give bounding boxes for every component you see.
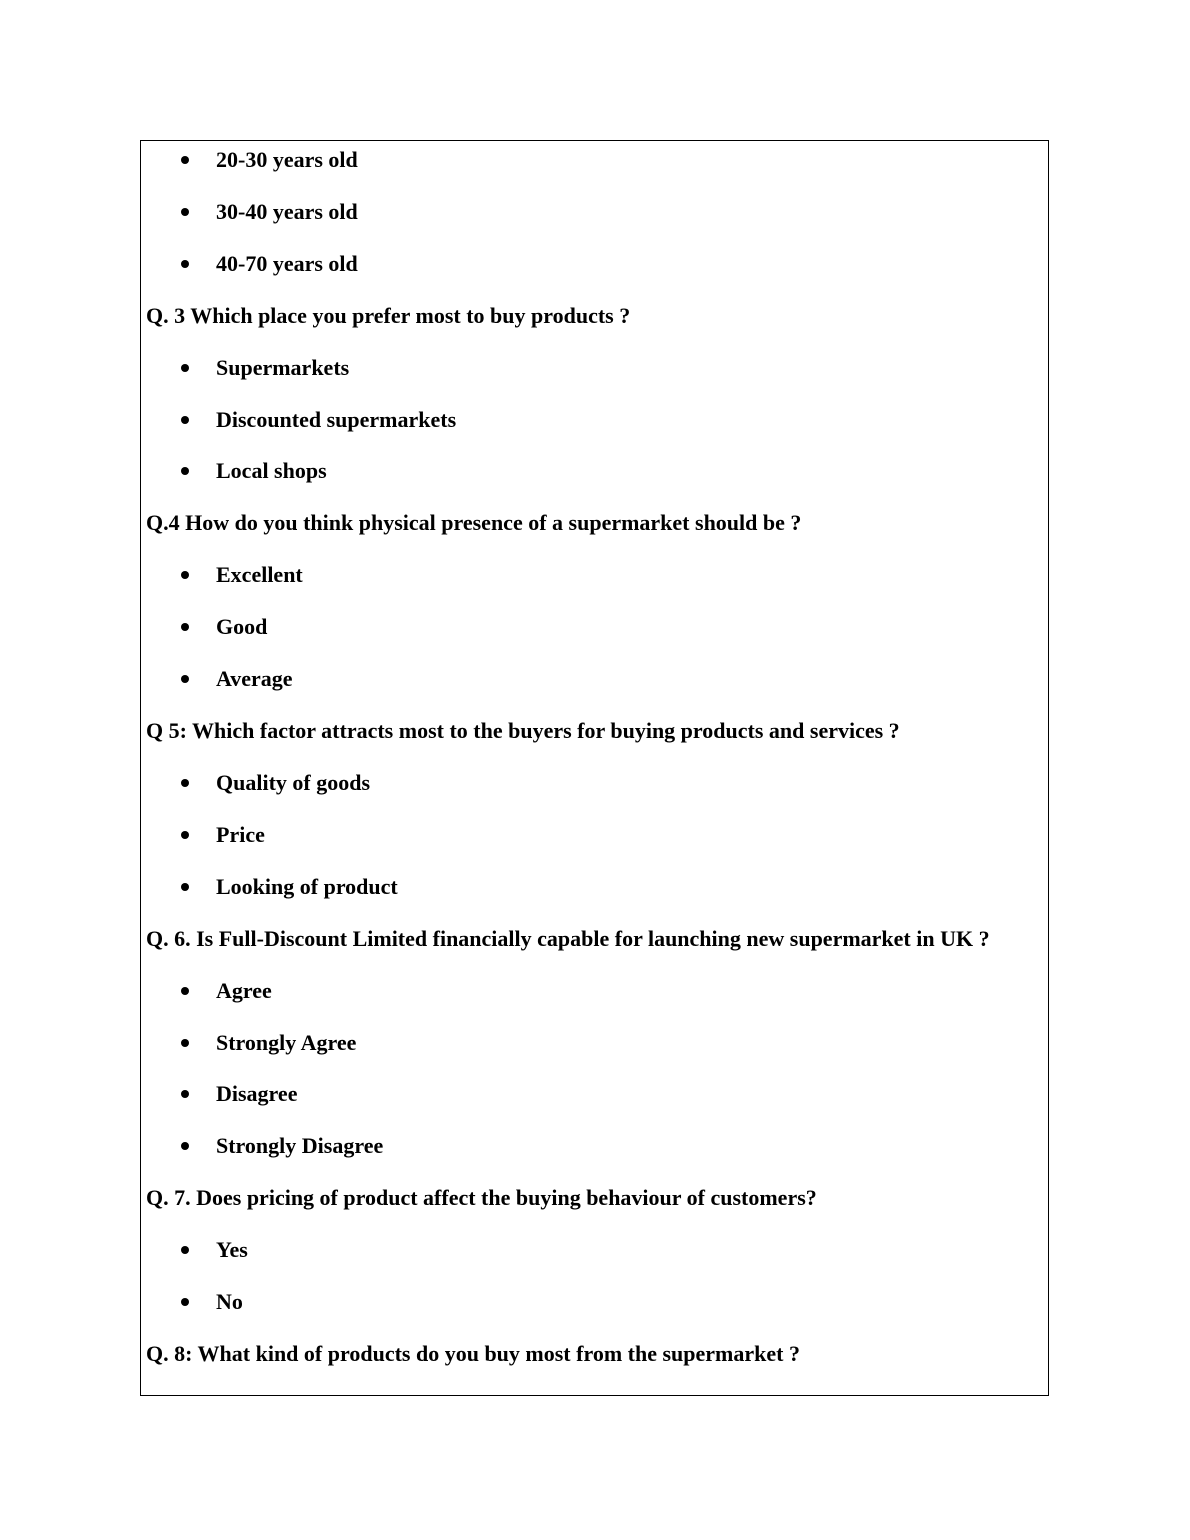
bullet-icon bbox=[181, 831, 189, 839]
bullet-icon bbox=[181, 1090, 189, 1098]
bullet-icon bbox=[181, 987, 189, 995]
option-item: Agree bbox=[216, 978, 272, 1003]
option-item: Disagree bbox=[216, 1081, 298, 1106]
option-item: Local shops bbox=[216, 458, 327, 483]
option-item: Excellent bbox=[216, 562, 303, 587]
bullet-icon bbox=[181, 779, 189, 787]
question-3: Q. 3 Which place you prefer most to buy products ? bbox=[146, 303, 631, 328]
bullet-icon bbox=[181, 1142, 189, 1150]
option-item: Price bbox=[216, 822, 265, 847]
option-item: Discounted supermarkets bbox=[216, 407, 457, 432]
bullet-icon bbox=[181, 467, 189, 475]
option-item: 30-40 years old bbox=[216, 199, 358, 224]
option-item: No bbox=[216, 1289, 243, 1314]
question-4: Q.4 How do you think physical presence of a supermarket should be ? bbox=[146, 510, 802, 535]
bullet-icon bbox=[181, 364, 189, 372]
bullet-icon bbox=[181, 883, 189, 891]
bullet-icon bbox=[181, 675, 189, 683]
bullet-icon bbox=[181, 260, 189, 268]
bullet-icon bbox=[181, 208, 189, 216]
option-item: 20-30 years old bbox=[216, 147, 358, 172]
question-5: Q 5: Which factor attracts most to the buyers for buying products and services ? bbox=[146, 718, 900, 743]
option-item: 40-70 years old bbox=[216, 251, 358, 276]
option-item: Strongly Disagree bbox=[216, 1133, 384, 1158]
question-7: Q. 7. Does pricing of product affect the buying behaviour of customers? bbox=[146, 1185, 817, 1210]
bullet-icon bbox=[181, 156, 189, 164]
bullet-icon bbox=[181, 623, 189, 631]
bullet-icon bbox=[181, 571, 189, 579]
option-item: Good bbox=[216, 614, 268, 639]
bullet-icon bbox=[181, 416, 189, 424]
option-item: Supermarkets bbox=[216, 355, 350, 380]
questionnaire-box bbox=[140, 140, 1049, 1396]
question-6: Q. 6. Is Full-Discount Limited financially capable for launching new supermarket in UK ? bbox=[146, 926, 990, 951]
bullet-icon bbox=[181, 1039, 189, 1047]
option-item: Looking of product bbox=[216, 874, 398, 899]
option-item: Average bbox=[216, 666, 293, 691]
option-item: Strongly Agree bbox=[216, 1030, 357, 1055]
bullet-icon bbox=[181, 1298, 189, 1306]
question-8: Q. 8: What kind of products do you buy most from the supermarket ? bbox=[146, 1341, 800, 1366]
option-item: Yes bbox=[216, 1237, 248, 1262]
option-item: Quality of goods bbox=[216, 770, 371, 795]
bullet-icon bbox=[181, 1246, 189, 1254]
